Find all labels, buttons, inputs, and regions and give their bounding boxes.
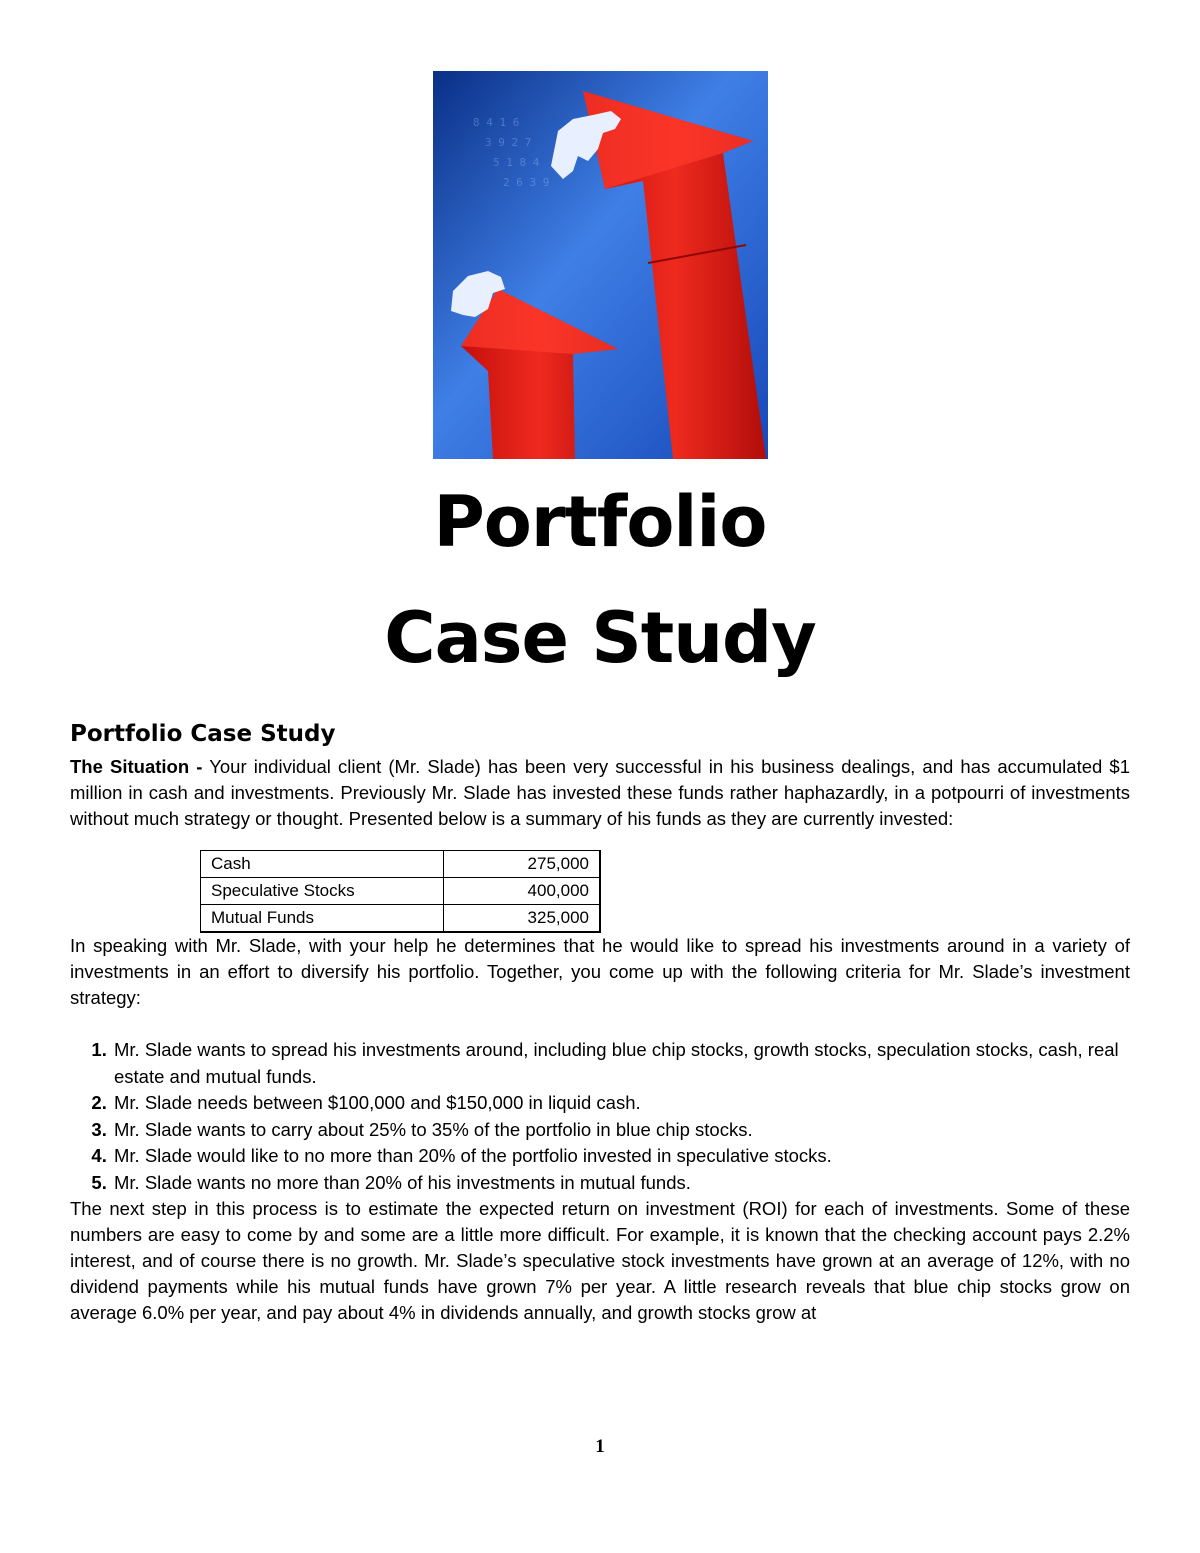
fund-amount: 400,000 [444, 878, 601, 905]
cover-image [433, 71, 768, 459]
list-item: 2. Mr. Slade needs between $100,000 and $150,000 in liquid cash. [112, 1090, 1130, 1117]
strategy-paragraph: In speaking with Mr. Slade, with your help he determines that he would like to spread his investments around in a variety of investments in an effort to diversify his portfolio. Together, you come up with the following criteria for Mr. Slade’s investment strategy: [70, 935, 1130, 1008]
fund-amount: 275,000 [444, 851, 601, 878]
list-item: 1. Mr. Slade wants to spread his investments around, including blue chip stocks, growth stocks, speculation stocks, cash, real estate and mutual funds. [112, 1037, 1130, 1090]
fund-amount: 325,000 [444, 905, 601, 933]
funds-table [200, 850, 601, 933]
list-item: 5. Mr. Slade wants no more than 20% of his investments in mutual funds. [112, 1170, 1130, 1197]
section-heading: Portfolio Case Study [70, 721, 336, 747]
cover-title-line-2: Case Study [384, 597, 816, 679]
fund-label: Cash [201, 851, 444, 878]
svg-text:2 6 3 9: 2 6 3 9 [503, 176, 550, 189]
roi-paragraph: The next step in this process is to estimate the expected return on investment (ROI) for each of investments. Some of these numbers are easy to come by and some are a little more difficult. For example, it is known that the checking account pays 2.2% interest, and of course there is no growth. Mr. Slade’s speculative stock investments have grown at an average of 12%, with no dividend payments while his mutual funds have grown 7% per year. A little research reveals that blue chip stocks grow on average 6.0% per year, and pay about 4% in dividends annually, and growth stocks grow at [70, 1198, 1130, 1323]
document-body [70, 718, 1130, 1326]
svg-text:3 9 2 7: 3 9 2 7 [485, 136, 532, 149]
svg-text:8 4 1 6: 8 4 1 6 [473, 116, 520, 129]
situation-paragraph [70, 754, 1130, 832]
table-row [201, 905, 601, 933]
situation-text: Your individual client (Mr. Slade) has been very successful in his business dealings, and has accumulated $1 million in cash and investments. Previously Mr. Slade has invested these funds rather haphazardly, in a potpourri of investments without much strategy or thought. Presented below is a summary of his funds as they are currently invested: [70, 756, 1130, 829]
cover-title-line-1: Portfolio [433, 481, 767, 563]
table-row [201, 878, 601, 905]
criteria-list [70, 1037, 1130, 1196]
situation-lead: The Situation - [70, 756, 203, 777]
list-item: 4. Mr. Slade would like to no more than 20% of the portfolio invested in speculative stocks. [112, 1143, 1130, 1170]
table-row [201, 851, 601, 878]
fund-label: Mutual Funds [201, 905, 444, 933]
svg-text:5 1 8 4: 5 1 8 4 [493, 156, 540, 169]
fund-label: Speculative Stocks [201, 878, 444, 905]
list-item: 3. Mr. Slade wants to carry about 25% to 35% of the portfolio in blue chip stocks. [112, 1117, 1130, 1144]
bull-and-bear-rising-arrows-icon [433, 71, 768, 459]
page-number: 1 [595, 1436, 605, 1457]
